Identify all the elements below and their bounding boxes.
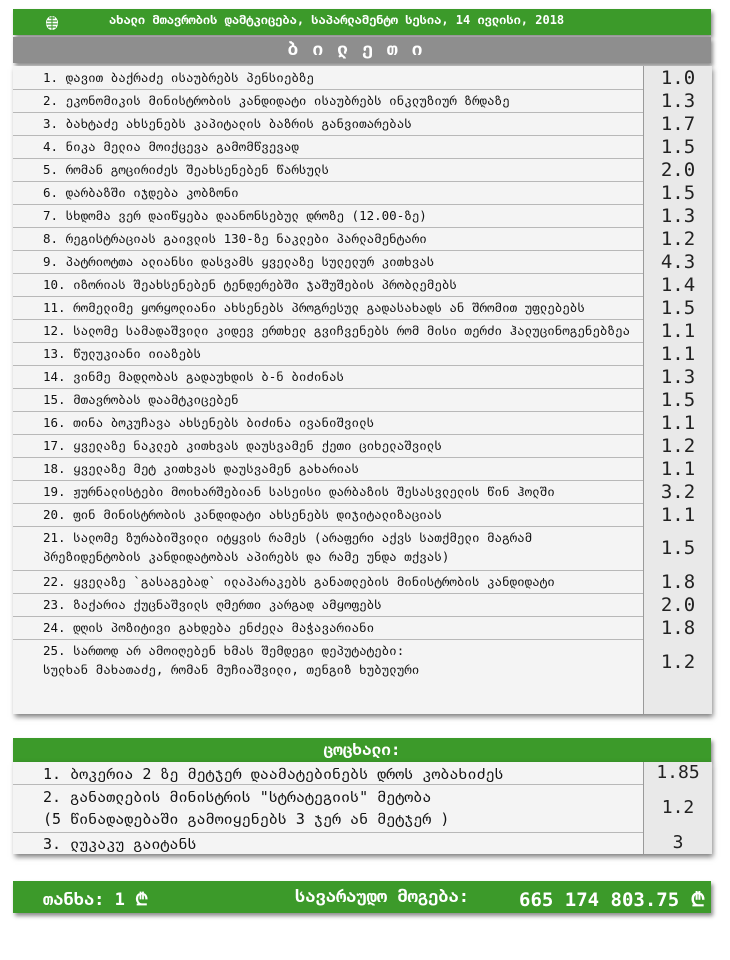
bet-odds: 1.5: [660, 135, 696, 158]
pinecone-icon: [43, 13, 61, 31]
bet-text-line2: სულხან მახათაძე, რომან მუჩიაშვილი, თენგიზ ხუბულური: [43, 662, 420, 677]
extra-row: [13, 762, 643, 785]
bet-text: 23. ზაქარია ქუცნაშვილს ღმერთი კარგად ამყოფებს: [43, 597, 382, 612]
bet-odds: 1.3: [660, 89, 696, 112]
bet-text: 24. დღის პოზიტივი გახდება ენძელა მაჭავარიანი: [43, 620, 375, 635]
bet-text: 15. მთავრობას დაამტკიცებენ: [43, 392, 239, 407]
bet-row: [13, 570, 643, 594]
bet-odds: 3.2: [660, 480, 696, 503]
bet-text: 2. ეკონომიკის მინისტრობის კანდიდატი ისაუბრებს ინკლუზიურ ზრდაზე: [43, 93, 510, 108]
bet-row: [13, 503, 643, 527]
bet-odds: 1.2: [660, 227, 696, 250]
bet-row: [13, 319, 643, 343]
extra-row: [13, 832, 643, 854]
bet-odds: 2.0: [660, 158, 696, 181]
extra-odds: 1.85: [656, 762, 700, 783]
potential-win-value: 665 174 803.75 ₾: [519, 889, 706, 911]
bet-text: 4. ნიკა მელია მოიქცევა გამომწვევად: [43, 139, 299, 154]
bet-row: [13, 388, 643, 412]
bet-odds: 1.2: [660, 651, 696, 673]
bet-row: [13, 66, 643, 90]
bet-row: [13, 227, 643, 251]
bet-odds: 1.8: [660, 570, 696, 593]
bet-row: [13, 158, 643, 182]
bet-text: 19. ჟურნალისტები მოიხარშებიან სასეისი დარბაზის შესასვლელის წინ ჰოლში: [43, 484, 555, 499]
extras-title: ცოცხალი:: [13, 738, 711, 762]
bet-row: [13, 181, 643, 205]
bet-row: [13, 639, 643, 714]
bet-odds: 1.1: [660, 342, 696, 365]
bet-text: 14. ვინმე მადლობას გადაუხდის ბ-ნ ბიძინას: [43, 369, 345, 384]
bet-text: 17. ყველაზე ნაკლებ კითხვას დაუსვამენ ქეთი ციხელაშვილს: [43, 438, 442, 453]
header-title: ახალი მთავრობის დამტკიცება, საპარლამენტო სესია, 14 ივლისი, 2018: [109, 13, 565, 27]
extras-table: [13, 762, 711, 854]
bet-row: [13, 526, 643, 571]
bet-text: 7. სხდომა ვერ დაიწყება დაანონსებულ დროზე (12.00-ზე): [43, 208, 427, 223]
bet-text: 16. თინა ბოკუჩავა ახსენებს ბიძინა ივანიშვილს: [43, 415, 375, 430]
bet-odds: 1.1: [660, 411, 696, 434]
bet-text: 25. სართოდ არ ამოიღებენ ხმას შემდეგი დეპუტატები:: [43, 643, 405, 658]
bet-text: 18. ყველაზე მეტ კითხვას დაუსვამენ გახარიას: [43, 461, 360, 476]
bet-text: 1. დავით ბაქრაძე ისაუბრებს პენსიებზე: [43, 70, 314, 85]
bet-text: 10. იზორიას შეახსენებენ ტენდერებში ჯაშუშების პრობლემებს: [43, 277, 457, 292]
extra-odds: 3: [672, 832, 684, 853]
extra-text: 3. ლუკაკუ გაიტანს: [43, 835, 197, 853]
bet-odds: 1.5: [660, 181, 696, 204]
bet-odds: 1.4: [660, 273, 696, 296]
bet-row: [13, 89, 643, 113]
bet-odds: 1.1: [660, 319, 696, 342]
extra-row: [13, 784, 643, 833]
bet-odds: 1.5: [660, 537, 696, 559]
bet-odds: 1.3: [660, 204, 696, 227]
bet-row: [13, 480, 643, 504]
bet-row: [13, 365, 643, 389]
bet-text: 13. წულუკიანი იიაზებს: [43, 346, 202, 361]
bet-row: [13, 616, 643, 640]
stake-amount: თანხა: 1 ₾: [43, 890, 149, 910]
extra-text: 2. განათლების მინისტრის "სტრატეგიის" მეტობა: [43, 788, 432, 806]
bet-text: 21. სალომე ზურაბიშვილი იტყვის რამეს (არაფერი აქვს სათქმელი მაგრამ: [43, 530, 533, 545]
extra-text: 1. ბოკერია 2 ზე მეტჯერ დაამატებინებს დროს კობახიძეს: [43, 765, 504, 783]
bet-odds: 1.0: [660, 66, 696, 89]
bet-text: 22. ყველაზე `გასაგებად` ილაპარაკებს განათლების მინისტრობის კანდიდატი: [43, 574, 555, 589]
bet-odds: 1.8: [660, 616, 696, 639]
bet-text: 9. პატრიოტთა ალიანსი დასვამს ყველაზე სულელურ კითხვას: [43, 254, 435, 269]
bet-row: [13, 135, 643, 159]
ticket-title: ბილეთი: [13, 37, 711, 63]
bet-odds: 1.5: [660, 296, 696, 319]
bet-text: 5. რომან გოცირიძეს შეახსენებენ წარსულს: [43, 162, 329, 177]
footer-bar: [13, 881, 711, 913]
bet-odds: 1.1: [660, 503, 696, 526]
bet-text: 20. ფინ მინისტრობის კანდიდატი ახსენებს დიჯიტალიზაციას: [43, 507, 442, 522]
bet-odds: 2.0: [660, 593, 696, 616]
bet-row: [13, 273, 643, 297]
bet-text: 11. რომელიმე ყორყოლიანი ახსენებს პროგრესულ გადასახადს ან შრომით უფლებებს: [43, 300, 585, 315]
bet-row: [13, 342, 643, 366]
bet-text-line2: პრეზიდენტობის კანდიდატობას აპირებს და რამე უნდა თქვას): [43, 549, 450, 564]
bet-odds: 1.7: [660, 112, 696, 135]
bet-row: [13, 457, 643, 481]
bet-text: 6. დარბაზში იჯდება კობზონი: [43, 185, 239, 200]
bet-row: [13, 250, 643, 274]
bet-row: [13, 593, 643, 617]
bets-table: [13, 66, 711, 714]
header-bar: [13, 9, 711, 35]
bet-odds: 1.2: [660, 434, 696, 457]
bet-text: 8. რეგისტრაციას გაივლის 130-ზე ნაკლები პარლამენტარი: [43, 231, 427, 246]
bet-text: 3. ბახტაძე ახსენებს კაპიტალის ბაზრის განვითარებას: [43, 116, 412, 131]
potential-win-label: სავარაუდო მოგება:: [295, 887, 469, 907]
bet-row: [13, 434, 643, 458]
bet-odds: 1.5: [660, 388, 696, 411]
bet-odds: 1.3: [660, 365, 696, 388]
extra-text-line2: (5 წინადადებაში გამოიყენებს 3 ჯერ ან მეტჯერ ): [43, 810, 450, 828]
bet-row: [13, 296, 643, 320]
bet-text: 12. სალომე სამადაშვილი კიდევ ერთხელ გვიჩვენებს რომ მისი თერძი ჰალუცინოგენებზეა: [43, 323, 630, 338]
extra-odds: 1.2: [661, 797, 695, 818]
bet-row: [13, 411, 643, 435]
bet-odds: 4.3: [660, 250, 696, 273]
bet-row: [13, 204, 643, 228]
bet-odds: 1.1: [660, 457, 696, 480]
bet-row: [13, 112, 643, 136]
